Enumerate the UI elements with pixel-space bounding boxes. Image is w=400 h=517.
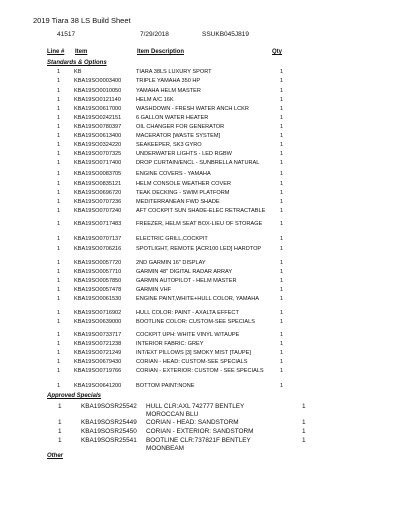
row-quantity: 1 bbox=[280, 124, 284, 130]
row-item-code: KBA19SO0057710 bbox=[74, 269, 122, 275]
hull-serial: SSUKB045J819 bbox=[202, 31, 249, 38]
row-description: SPOTLIGHT, REMOTE [ACR100 LED] HARDTOP bbox=[136, 246, 262, 252]
row-quantity: 1 bbox=[280, 332, 284, 338]
row-item-code: KBA19SO0707325 bbox=[74, 151, 122, 157]
section-standards-options: Standards & Options bbox=[47, 60, 107, 66]
row-quantity: 1 bbox=[280, 106, 284, 112]
row-description: CORIAN - EXTERIOR: SANDSTORM bbox=[146, 428, 254, 435]
row-description: FREEZER, HELM SEAT BOX-LIEU OF STORAGE bbox=[136, 221, 263, 227]
row-quantity: 1 bbox=[280, 236, 284, 242]
row-line-number: 1 bbox=[57, 142, 61, 148]
row-item-code: KBA19SO0679430 bbox=[74, 359, 122, 365]
row-quantity: 1 bbox=[280, 310, 284, 316]
row-description: INTERIOR FABRIC: GREY bbox=[136, 341, 204, 347]
row-item-code: KBA19SO0696720 bbox=[74, 190, 122, 196]
row-line-number: 1 bbox=[57, 350, 61, 356]
row-item-code: KBA19SO0010050 bbox=[74, 88, 122, 94]
row-line-number: 1 bbox=[57, 341, 61, 347]
build-date: 7/29/2018 bbox=[140, 31, 169, 38]
row-item-code: KBA19SO0003400 bbox=[74, 78, 122, 84]
row-line-number: 1 bbox=[57, 124, 61, 130]
row-quantity: 1 bbox=[302, 403, 306, 410]
row-line-number: 1 bbox=[57, 78, 61, 84]
row-line-number: 1 bbox=[57, 199, 61, 205]
row-line-number: 1 bbox=[57, 236, 61, 242]
row-item-code: KBA19SO0716902 bbox=[74, 310, 122, 316]
row-description: BOOTLINE CLR:737821F BENTLEY MOONBEAM bbox=[146, 437, 251, 452]
row-quantity: 1 bbox=[280, 368, 284, 374]
row-item-code: KBA19SO0613400 bbox=[74, 133, 122, 139]
row-quantity: 1 bbox=[280, 287, 284, 293]
row-quantity: 1 bbox=[280, 88, 284, 94]
row-description: INT/EXT PILLOWS [3] SMOKY MIST [TAUPE] bbox=[136, 350, 251, 356]
row-quantity: 1 bbox=[280, 133, 284, 139]
row-description: HULL COLOR: PAINT - AXALTA EFFECT bbox=[136, 310, 239, 316]
row-quantity: 1 bbox=[280, 350, 284, 356]
row-item-code: KBA19SO0057850 bbox=[74, 278, 122, 284]
row-quantity: 1 bbox=[280, 171, 284, 177]
row-line-number: 1 bbox=[57, 310, 61, 316]
row-description: MACERATOR [WASTE SYSTEM] bbox=[136, 133, 221, 139]
row-description: BOTTOM PAINT:NONE bbox=[136, 383, 195, 389]
row-quantity: 1 bbox=[280, 142, 284, 148]
build-number: 41517 bbox=[57, 31, 76, 38]
row-quantity: 1 bbox=[280, 319, 284, 325]
row-description: TIARA 38LS LUXURY SPORT bbox=[136, 69, 212, 75]
row-item-code: KBA19SO0707236 bbox=[74, 199, 122, 205]
row-item-code: KBA19SO0641200 bbox=[74, 383, 122, 389]
row-item-code: KB bbox=[74, 69, 82, 75]
row-description: 6 GALLON WATER HEATER bbox=[136, 115, 209, 121]
row-line-number: 1 bbox=[57, 359, 61, 365]
row-line-number: 1 bbox=[57, 97, 61, 103]
row-line-number: 1 bbox=[57, 160, 61, 166]
row-line-number: 1 bbox=[57, 246, 61, 252]
row-quantity: 1 bbox=[280, 160, 284, 166]
row-quantity: 1 bbox=[280, 341, 284, 347]
row-quantity: 1 bbox=[280, 181, 284, 187]
row-description: MEDITERRANEAN FWD SHADE bbox=[136, 199, 220, 205]
row-item-code: KBA19SOSR25450 bbox=[81, 428, 137, 435]
row-description: ENGINE PAINT,WHITE+HULL COLOR, YAMAHA bbox=[136, 296, 260, 302]
row-item-code: KBA19SO0707137 bbox=[74, 236, 122, 242]
row-quantity: 1 bbox=[302, 428, 306, 435]
row-item-code: KBA19SO0324220 bbox=[74, 142, 122, 148]
row-description: CORIAN - HEAD: CUSTOM-SEE SPECIALS bbox=[136, 359, 248, 365]
row-description: HELM CONSOLE WEATHER COVER bbox=[136, 181, 232, 187]
row-line-number: 1 bbox=[57, 278, 61, 284]
row-item-code: KBA19SO0639000 bbox=[74, 319, 122, 325]
row-line-number: 1 bbox=[57, 319, 61, 325]
row-line-number: 1 bbox=[57, 151, 61, 157]
row-quantity: 1 bbox=[302, 419, 306, 426]
row-quantity: 1 bbox=[280, 296, 284, 302]
row-item-code: KBA19SO0057478 bbox=[74, 287, 122, 293]
row-line-number: 1 bbox=[57, 106, 61, 112]
row-item-code: KBA19SO0780397 bbox=[74, 124, 122, 130]
column-header-item: Item bbox=[75, 49, 88, 55]
row-description: CORIAN - EXTERIOR: CUSTOM - SEE SPECIALS bbox=[136, 368, 264, 374]
row-description: COCKPIT UPH: WHITE VINYL W/TAUPE bbox=[136, 332, 240, 338]
row-line-number: 1 bbox=[57, 260, 61, 266]
row-description: CORIAN - HEAD: SANDSTORM bbox=[146, 419, 239, 426]
row-item-code: KBA19SO0835121 bbox=[74, 181, 122, 187]
row-line-number: 1 bbox=[58, 419, 62, 426]
row-description: UNDERWATER LIGHTS - LED RGBW bbox=[136, 151, 232, 157]
row-item-code: KBA19SO0719766 bbox=[74, 368, 122, 374]
row-quantity: 1 bbox=[280, 208, 284, 214]
row-quantity: 1 bbox=[280, 246, 284, 252]
document-title: 2019 Tiara 38 LS Build Sheet bbox=[33, 16, 131, 25]
column-header-line: Line # bbox=[47, 49, 65, 55]
row-quantity: 1 bbox=[280, 199, 284, 205]
row-quantity: 1 bbox=[280, 383, 284, 389]
row-line-number: 1 bbox=[57, 296, 61, 302]
section-other: Other bbox=[47, 453, 64, 459]
row-quantity: 1 bbox=[280, 260, 284, 266]
row-quantity: 1 bbox=[280, 115, 284, 121]
row-line-number: 1 bbox=[57, 115, 61, 121]
row-line-number: 1 bbox=[57, 88, 61, 94]
row-item-code: KBA19SO0717483 bbox=[74, 221, 122, 227]
row-item-code: KBA19SO0733717 bbox=[74, 332, 122, 338]
row-description: OIL CHANGER FOR GENERATOR bbox=[136, 124, 225, 130]
row-line-number: 1 bbox=[57, 208, 61, 214]
row-description: ELECTRIC GRILL,COCKPIT bbox=[136, 236, 208, 242]
row-quantity: 1 bbox=[280, 69, 284, 75]
row-line-number: 1 bbox=[57, 368, 61, 374]
row-quantity: 1 bbox=[280, 278, 284, 284]
row-item-code: KBA19SOSR25542 bbox=[81, 403, 137, 410]
row-line-number: 1 bbox=[57, 383, 61, 389]
row-description: 2ND GARMIN 16" DISPLAY bbox=[136, 260, 206, 266]
row-description: BOOTLINE COLOR: CUSTOM-SEE SPECIALS bbox=[136, 319, 255, 325]
row-description: GARMIN VHF bbox=[136, 287, 172, 293]
row-line-number: 1 bbox=[57, 332, 61, 338]
row-item-code: KBA19SO0121140 bbox=[74, 97, 121, 103]
row-description: TRIPLE YAMAHA 350 HP bbox=[136, 78, 201, 84]
column-header-qty: Qty bbox=[272, 49, 283, 55]
row-item-code: KBA19SOSR25541 bbox=[81, 437, 137, 444]
row-line-number: 1 bbox=[58, 428, 62, 435]
row-description: HELM A/C 16K bbox=[136, 97, 174, 103]
row-item-code: KBA19SO0617000 bbox=[74, 106, 122, 112]
row-item-code: KBA19SO0083705 bbox=[74, 171, 122, 177]
row-line-number: 1 bbox=[57, 181, 61, 187]
row-item-code: KBA19SO0242151 bbox=[74, 115, 122, 121]
row-description: SEAKEEPER, SK3 GYRO bbox=[136, 142, 202, 148]
row-description: AFT COCKPIT SUN SHADE-ELEC RETRACTABLE bbox=[136, 208, 266, 214]
row-line-number: 1 bbox=[57, 171, 61, 177]
row-line-number: 1 bbox=[57, 133, 61, 139]
row-line-number: 1 bbox=[58, 403, 62, 410]
row-line-number: 1 bbox=[57, 190, 61, 196]
row-quantity: 1 bbox=[280, 190, 284, 196]
row-item-code: KBA19SO0707240 bbox=[74, 208, 122, 214]
row-description: GARMIN AUTOPILOT - HELM MASTER bbox=[136, 278, 237, 284]
row-description: GARMIN 48" DIGITAL RADAR ARRAY bbox=[136, 269, 233, 275]
row-quantity: 1 bbox=[280, 269, 284, 275]
row-line-number: 1 bbox=[57, 221, 61, 227]
row-item-code: KBA19SO0057720 bbox=[74, 260, 122, 266]
row-line-number: 1 bbox=[57, 269, 61, 275]
row-quantity: 1 bbox=[280, 221, 284, 227]
row-item-code: KBA19SOSR25449 bbox=[81, 419, 137, 426]
row-quantity: 1 bbox=[302, 437, 306, 444]
row-line-number: 1 bbox=[58, 437, 62, 444]
row-quantity: 1 bbox=[280, 151, 284, 157]
row-quantity: 1 bbox=[280, 359, 284, 365]
row-item-code: KBA19SO0706216 bbox=[74, 246, 122, 252]
row-description: HULL CLR:AXL 742777 BENTLEY MOROCCAN BLU bbox=[146, 403, 245, 418]
row-item-code: KBA19SO0721238 bbox=[74, 341, 122, 347]
row-description: YAMAHA HELM MASTER bbox=[136, 88, 201, 94]
row-line-number: 1 bbox=[57, 287, 61, 293]
column-header-description: Item Description bbox=[137, 49, 185, 55]
row-quantity: 1 bbox=[280, 78, 284, 84]
row-item-code: KBA19SO0717400 bbox=[74, 160, 122, 166]
row-line-number: 1 bbox=[57, 69, 61, 75]
row-description: WASHDOWN - FRESH WATER ANCH LCKR bbox=[136, 106, 249, 112]
row-description: DROP CURTAIN/ENCL - SUNBRELLA NATURAL bbox=[136, 160, 260, 166]
section-approved-specials: Approved Specials bbox=[47, 393, 102, 399]
row-description: TEAK DECKING - SWIM PLATFORM bbox=[136, 190, 230, 196]
row-description: ENGINE COVERS - YAMAHA bbox=[136, 171, 211, 177]
row-quantity: 1 bbox=[280, 97, 284, 103]
row-item-code: KBA19SO0061530 bbox=[74, 296, 122, 302]
row-item-code: KBA19SO0721249 bbox=[74, 350, 122, 356]
